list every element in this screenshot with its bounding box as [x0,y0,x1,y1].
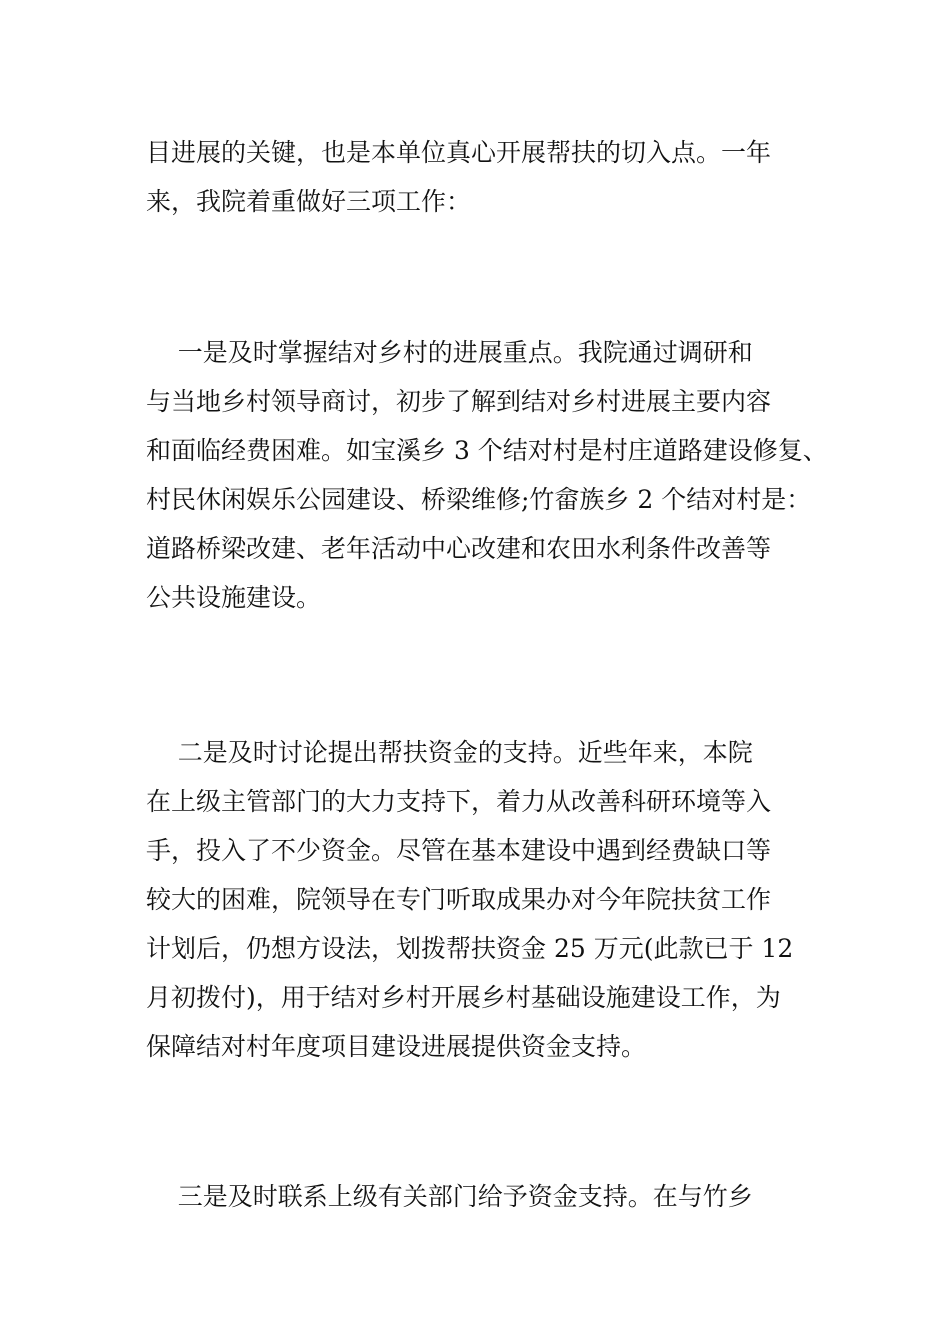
text-line: 保障结对村年度项目建设进展提供资金支持。 [146,1032,647,1061]
text-line: 与当地乡村领导商讨，初步了解到结对乡村进展主要内容 [146,387,772,416]
paragraph-item-three [146,1172,816,1221]
text-line: 较大的困难，院领导在专门听取成果办对今年院扶贫工作 [146,885,772,914]
text-line: 道路桥梁改建、老年活动中心改建和农田水利条件改善等 [146,534,772,563]
text-line: 手，投入了不少资金。尽管在基本建设中遇到经费缺口等 [146,836,772,865]
text-line: 目进展的关键，也是本单位真心开展帮扶的切入点。一年 [146,138,772,167]
paragraph-item-two [146,728,816,1071]
text-line: 来，我院着重做好三项工作： [146,187,472,216]
text-line: 三是及时联系上级有关部门给予资金支持。在与竹乡 [146,1182,753,1211]
text-line: 一是及时掌握结对乡村的进展重点。我院通过调研和 [146,338,753,367]
text-line: 公共设施建设。 [146,583,322,612]
text-line: 在上级主管部门的大力支持下，着力从改善科研环境等入 [146,787,772,816]
paragraph-item-one [146,328,828,622]
text-line: 计划后，仍想方设法，划拨帮扶资金 25 万元(此款已于 12 [146,934,794,963]
text-line: 月初拨付)，用于结对乡村开展乡村基础设施建设工作，为 [146,983,781,1012]
text-line: 和面临经费困难。如宝溪乡 3 个结对村是村庄道路建设修复、 [146,436,828,465]
text-line: 二是及时讨论提出帮扶资金的支持。近些年来，本院 [146,738,753,767]
text-line: 村民休闲娱乐公园建设、桥梁维修;竹畲族乡 2 个结对村是： [146,485,812,514]
paragraph-intro [146,128,816,226]
